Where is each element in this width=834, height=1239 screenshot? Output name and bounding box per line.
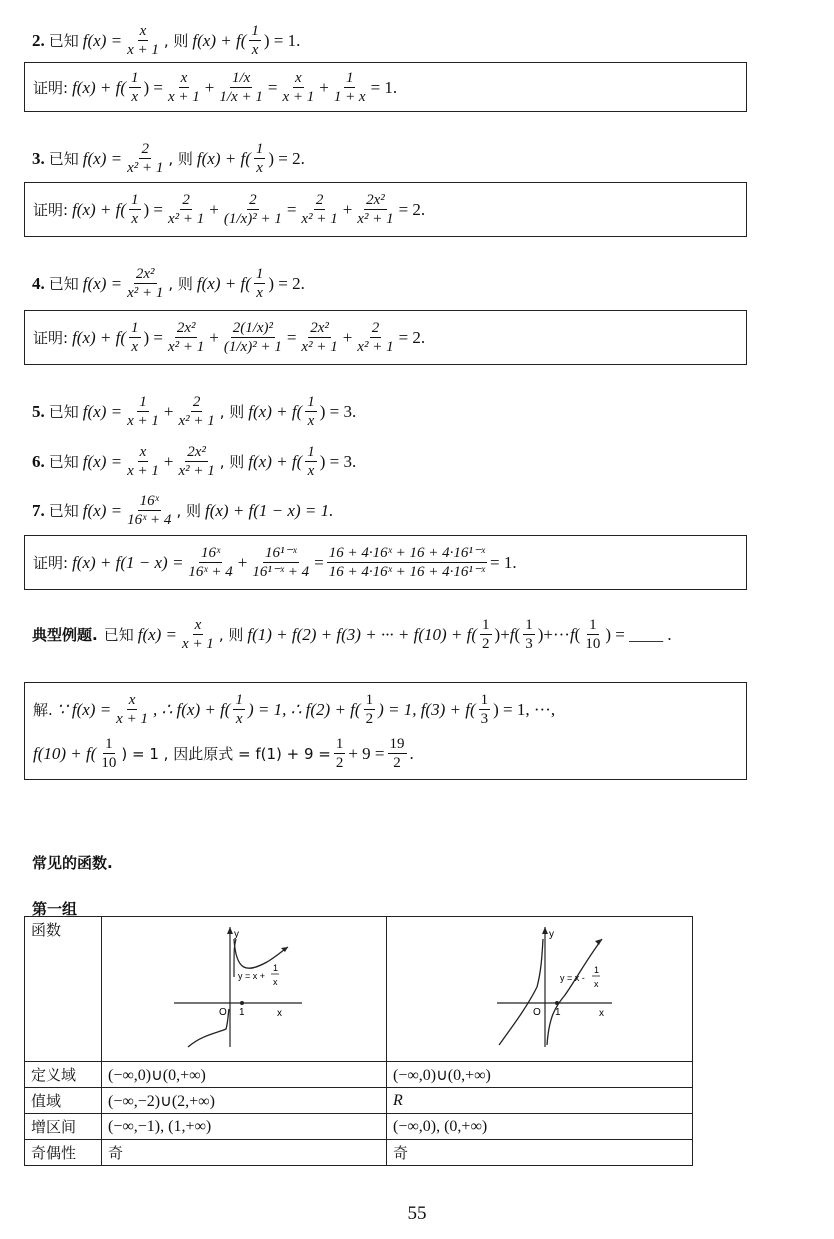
item-claim: f(x) + f(1 − x) = 1. (204, 500, 334, 520)
example: 典型例题. 已知 f(x) = $\frac{x}{x + 1}$ , 则 f(1) + f(2) + f(3) + ··· + f(10) + f( $\frac{1}{2}$ )+ f ( $\frac{1}{3}$ )+··· f ( $\frac{1}{10}$ ) = ____ . (32, 617, 672, 652)
item-number: 5. (32, 401, 45, 421)
item-fraction: $\frac{2}{\text{x² + 1}}$ (178, 394, 215, 429)
solution-expr: ) = 1 , 因此原式 = f(1) + 9 = (121, 745, 331, 763)
curve-right-branch (547, 939, 602, 1045)
item-then: , 则 (163, 32, 189, 50)
example-then: , 则 (218, 626, 244, 644)
cell-domain-2: (−∞,0)∪(0,+∞) (387, 1062, 693, 1088)
proof-expr: f(x) + f( (72, 327, 127, 347)
item-then: , 则 (168, 150, 193, 168)
tick-label: 1 (239, 1007, 245, 1018)
axis-x-label: x (277, 1008, 282, 1019)
proof-box-7: 证明: f(x) + f(1 − x) = $\frac{\text{16ˣ}}{\text{16ˣ + 4}}$ + $\frac{\text{16¹⁻ˣ}}{\text{16¹⁻ˣ + 4}}$ = $\frac{\text{16 + 4·16ˣ + 16 + 4·16¹⁻ˣ}}{\text{16 + 4·16ˣ + 16 + 4·16¹⁻ˣ}}$ = 1. (24, 535, 747, 590)
item-claim: f(x) + f( (248, 451, 303, 471)
example-lhs: f(x) = (137, 624, 178, 644)
cell-domain-1: (−∞,0)∪(0,+∞) (102, 1062, 387, 1088)
curve-right-branch (234, 939, 288, 968)
solution-end: . (409, 743, 414, 763)
solution-expr: ) = 1, ∴ f(2) + f( (247, 699, 361, 719)
item-then: , 则 (219, 403, 245, 421)
curve-left-branch (499, 939, 543, 1045)
solution-fraction: $\frac{1}{10}$ (101, 736, 117, 771)
graph-cell-2 (387, 917, 693, 1062)
proof-label: 证明: (33, 201, 69, 219)
item-number: 3. (32, 148, 45, 168)
proof-fraction: $\frac{x}{x + 1}$ (282, 70, 315, 105)
item-number: 4. (32, 273, 45, 293)
item-lead: 已知 (48, 275, 79, 293)
item-claim-fraction: $\frac{1}{x}$ (255, 266, 264, 301)
item-lead: 已知 (48, 453, 79, 471)
functions-table (24, 916, 693, 1166)
solution-expr: ∵ f(x) = (56, 699, 112, 719)
proof-eq: ) = (143, 77, 164, 97)
proof-end: = 2. (398, 327, 426, 347)
proof-end: = 2. (398, 199, 426, 219)
item-lhs: f(x) = (82, 30, 123, 50)
item-claim-fraction: $\frac{1}{x}$ (307, 444, 315, 479)
origin-label: O (219, 1007, 227, 1018)
cell-range-1: (−∞,−2)∪(2,+∞) (102, 1088, 387, 1114)
item-fraction: $\frac{2}{\text{x² + 1}}$ (127, 141, 164, 176)
table-row (25, 1088, 693, 1114)
item-claim-fraction: $\frac{1}{x}$ (307, 394, 315, 429)
origin-label: O (533, 1007, 541, 1018)
solution-expr: ) = 1, ···, (493, 699, 556, 719)
solution-box (24, 682, 747, 780)
item-lhs: f(x) = (82, 148, 123, 168)
proof-fraction: $\frac{2}{\text{x² + 1}}$ (357, 320, 394, 355)
item-claim-end: ) = 3. (319, 451, 357, 471)
row-label: 定义域 (25, 1062, 102, 1088)
cell-increasing-1: (−∞,−1), (1,+∞) (102, 1114, 387, 1140)
proof-fraction: $\frac{1}{x}$ (131, 320, 139, 355)
item-number: 7. (32, 500, 45, 520)
example-fraction: $\frac{1}{2}$ (482, 617, 490, 652)
row-label: 函数 (25, 917, 102, 1062)
proof-fraction: $\frac{1}{x}$ (131, 70, 139, 105)
example-fraction: $\frac{1}{10}$ (585, 617, 601, 652)
item-lead: 已知 (48, 32, 79, 50)
solution-expr: ) = 1, f(3) + f( (378, 699, 476, 719)
proof-fraction: $\frac{1}{x}$ (131, 192, 139, 227)
solution-fraction: $\frac{1}{2}$ (365, 692, 374, 727)
cell-increasing-2: (−∞,0), (0,+∞) (387, 1114, 693, 1140)
item-claim-end: ) = 1. (263, 30, 301, 50)
row-label: 奇偶性 (25, 1140, 102, 1166)
curve-label-den: x (594, 979, 599, 989)
table-row (25, 917, 693, 1062)
solution-fraction: $\frac{19}{2}$ (389, 736, 405, 771)
y-axis-arrow (227, 927, 233, 934)
proof-fraction: $\frac{2}{\text{x² + 1}}$ (301, 192, 338, 227)
item-then: , 则 (219, 453, 245, 471)
axis-y-label: y (549, 929, 554, 940)
solution-fraction: $\frac{1}{x}$ (235, 692, 243, 727)
graph-x-minus-1-over-x (387, 917, 692, 1057)
item-lead: 已知 (48, 502, 79, 520)
example-sum: f(1) + f(2) + f(3) + ··· + f(10) + f( (247, 624, 478, 644)
proof-fraction: $\frac{\text{2x²}}{\text{x² + 1}}$ (168, 320, 205, 355)
item-fraction: $\frac{1}{x + 1}$ (127, 394, 159, 429)
proof-end: = 1. (490, 552, 517, 572)
axis-x-label: x (599, 1008, 604, 1019)
proof-fraction: $\frac{\text{16 + 4·16ˣ + 16 + 4·16¹⁻ˣ}}{\text{16 + 4·16ˣ + 16 + 4·16¹⁻ˣ}}$ (328, 545, 485, 580)
item-then: , 则 (176, 502, 201, 520)
proof-label: 证明: (33, 554, 69, 572)
item-number: 6. (32, 451, 45, 471)
proof-end: = 1. (370, 77, 398, 97)
item-3 (32, 140, 305, 177)
item-2 (32, 22, 300, 59)
solution-label: 解. (33, 701, 53, 719)
proof-fraction: $\frac{\text{2(1/x)²}}{\text{(1/x)² + 1}}$ (223, 320, 282, 355)
item-lhs: f(x) = (82, 451, 123, 471)
item-claim: f(x) + f( (196, 148, 251, 168)
proof-fraction: $\frac{1}{1 + x}$ (333, 70, 366, 105)
item-lead: 已知 (48, 403, 79, 421)
graph-cell-1 (102, 917, 387, 1062)
table-row (25, 1114, 693, 1140)
item-fraction: $\frac{\text{2x²}}{\text{x² + 1}}$ (178, 444, 215, 479)
proof-fraction: $\frac{1/x}{1/x + 1}$ (219, 70, 263, 105)
proof-label: 证明: (33, 329, 69, 347)
cell-parity-1: 奇 (102, 1140, 387, 1166)
example-fraction: $\frac{x}{x + 1}$ (182, 617, 214, 652)
tick-point (240, 1001, 244, 1005)
solution-fraction: $\frac{1}{2}$ (335, 736, 344, 771)
proof-fraction: $\frac{\text{16¹⁻ˣ}}{\text{16¹⁻ˣ + 4}}$ (252, 545, 310, 580)
row-label: 增区间 (25, 1114, 102, 1140)
cell-parity-2: 奇 (387, 1140, 693, 1166)
page-number: 55 (407, 1203, 427, 1224)
example-title: 典型例题. (32, 626, 98, 644)
proof-fraction: $\frac{2}{\text{(1/x)² + 1}}$ (223, 192, 282, 227)
item-7 (32, 492, 333, 529)
y-axis-arrow (542, 927, 548, 934)
example-fraction: $\frac{1}{3}$ (525, 617, 533, 652)
proof-eq: ) = (143, 199, 164, 219)
item-lead: 已知 (48, 150, 79, 168)
item-claim-fraction: $\frac{1}{x}$ (251, 23, 259, 58)
item-claim-end: ) = 2. (268, 273, 305, 293)
item-lhs: f(x) = (82, 500, 123, 520)
item-number: 2. (32, 30, 45, 50)
item-claim: f(x) + f( (192, 30, 247, 50)
tick-label: 1 (555, 1007, 561, 1018)
item-lhs: f(x) = (82, 273, 123, 293)
table-row (25, 1062, 693, 1088)
cell-range-2: R (387, 1088, 693, 1114)
item-6: 6. 已知 f(x) = $\frac{x}{x + 1}$ + $\frac{\text{2x²}}{\text{x² + 1}}$ , 则 f(x) + f( $\frac{1}{x}$ ) = 3. (32, 444, 357, 479)
item-then: , 则 (168, 275, 193, 293)
proof-fraction: $\frac{2}{\text{x² + 1}}$ (168, 192, 205, 227)
item-fraction: $\frac{x}{x + 1}$ (127, 444, 159, 479)
solution-fraction: $\frac{1}{3}$ (480, 692, 489, 727)
item-fraction: $\frac{\text{2x²}}{\text{x² + 1}}$ (127, 266, 164, 301)
proof-expr: f(x) + f(1 − x) = (72, 552, 184, 572)
item-claim-fraction: $\frac{1}{x}$ (255, 141, 264, 176)
solution-expr: f(10) + f( (33, 743, 97, 763)
item-fraction: $\frac{x}{x + 1}$ (127, 23, 159, 58)
item-fraction: $\frac{\text{16ˣ}}{\text{16ˣ + 4}}$ (127, 493, 172, 528)
row-label: 值域 (25, 1088, 102, 1114)
graph-x-plus-1-over-x (102, 917, 386, 1057)
proof-expr: f(x) + f( (72, 199, 127, 219)
item-claim: f(x) + f( (196, 273, 251, 293)
proof-box-3: 证明: f(x) + f( $\frac{1}{x}$ ) = $\frac{2}{\text{x² + 1}}$ + $\frac{2}{\text{(1/x)² + 1}}$ = $\frac{2}{\text{x² + 1}}$ + $\frac{\text{2x²}}{\text{x² + 1}}$ = 2. (24, 182, 747, 237)
proof-eq: ) = (143, 327, 164, 347)
proof-fraction: $\frac{\text{2x²}}{\text{x² + 1}}$ (301, 320, 338, 355)
solution-expr: + 9 = (348, 743, 385, 763)
item-claim-end: ) = 3. (319, 401, 357, 421)
example-lead: 已知 (103, 626, 134, 644)
curve-label-num: 1 (594, 965, 600, 975)
proof-box-2: 证明: f(x) + f( $\frac{1}{x}$ ) = $\frac{x}{x + 1}$ + $\frac{1/x}{1/x + 1}$ = $\frac{x}{x + 1}$ + $\frac{1}{1 + x}$ = 1. (24, 62, 747, 112)
tick-point (555, 1001, 559, 1005)
curve-label: y = x + (238, 971, 266, 981)
proof-fraction: $\frac{\text{16ˣ}}{\text{16ˣ + 4}}$ (188, 545, 233, 580)
item-5: 5. 已知 f(x) = $\frac{1}{x + 1}$ + $\frac{2}{\text{x² + 1}}$ , 则 f(x) + f( $\frac{1}{x}$ ) = 3. (32, 394, 357, 429)
answer-blank[interactable]: ) = ____ . (605, 624, 672, 644)
proof-fraction: $\frac{x}{x + 1}$ (168, 70, 200, 105)
section-title: 常见的函数. (32, 854, 113, 872)
group-title: 第一组 (32, 900, 78, 918)
solution-fraction: $\frac{x}{x + 1}$ (116, 692, 148, 727)
solution-expr: , ∴ f(x) + f( (152, 699, 231, 719)
proof-box-4: 证明: f(x) + f( $\frac{1}{x}$ ) = $\frac{\text{2x²}}{\text{x² + 1}}$ + $\frac{\text{2(1/x)²}}{\text{(1/x)² + 1}}$ = $\frac{\text{2x²}}{\text{x² + 1}}$ + $\frac{2}{\text{x² + 1}}$ = 2. (24, 310, 747, 365)
proof-expr: f(x) + f( (72, 77, 127, 97)
proof-fraction: $\frac{\text{2x²}}{\text{x² + 1}}$ (357, 192, 394, 227)
item-claim: f(x) + f( (248, 401, 303, 421)
curve-label-den: x (273, 977, 278, 987)
curve-label-num: 1 (273, 963, 279, 973)
curve-label: y = x - (560, 973, 585, 983)
proof-label: 证明: (33, 79, 69, 97)
item-lhs: f(x) = (82, 401, 123, 421)
item-claim-end: ) = 2. (268, 148, 305, 168)
axis-y-label: y (234, 929, 239, 940)
table-row (25, 1140, 693, 1166)
item-4 (32, 265, 305, 302)
